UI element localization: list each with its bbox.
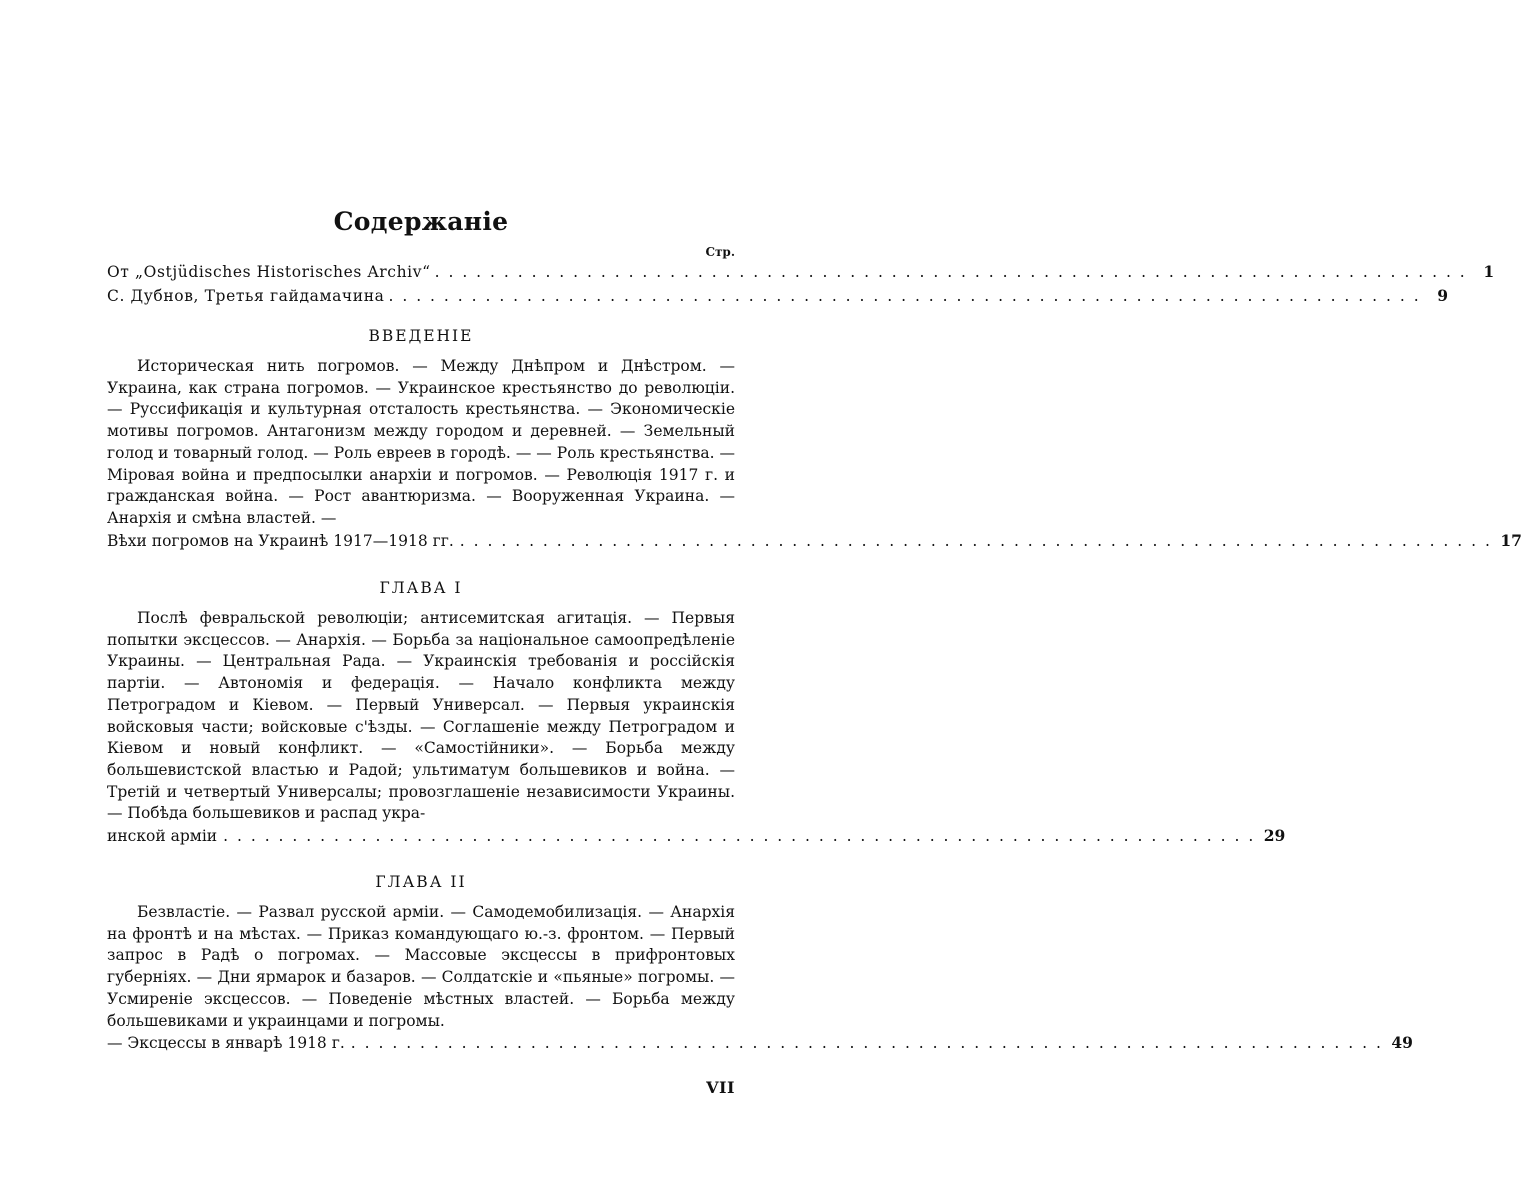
section-last-text: инской арміи xyxy=(107,827,218,846)
toc-entry-page: 9 xyxy=(1437,286,1449,305)
toc-entry-text: От „Ostjüdisches Historisches Archiv“ xyxy=(107,263,431,281)
section-page: 17 xyxy=(1500,530,1522,550)
section-summary-chapter-2 xyxy=(107,902,1413,1055)
dot-leader: . . . . . . . . . . . . . . . . . . . . . . . . . . . . . . . . . . . . . . . . . . . . . . . . . . . . . . . . . . . . . . . . . . . . . . . . . . . xyxy=(350,1034,1383,1053)
toc-page xyxy=(107,0,1522,1191)
section-summary-chapter-1 xyxy=(107,608,1286,848)
section-last-line xyxy=(107,530,1522,553)
section-last-text: Вѣхи погромов на Украинѣ 1917—1918 гг. xyxy=(107,531,454,550)
section-last-line xyxy=(107,825,1286,848)
page-title: Содержаніе xyxy=(333,207,509,236)
section-summary-introduction xyxy=(107,356,1522,552)
section-heading-chapter-2: ГЛАВА II xyxy=(375,873,467,891)
dot-leader: . . . . . . . . . . . . . . . . . . . . . . . . . . . . . . . . . . . . . . . . . . . . . . . . . . . . . . . . . . . . . . . . . . . . . . . . . . . xyxy=(434,263,1467,281)
toc-entry-page: 1 xyxy=(1483,262,1495,281)
toc-entry-archive xyxy=(107,262,1495,281)
section-page: 49 xyxy=(1391,1033,1413,1053)
section-summary-text: Безвластіе. — Развал русской арміи. — Самодемобилизація. — Анархія на фронтѣ и на мѣстах. — Приказ командующаго ю.-з. фронтом. — Первый запрос в Радѣ о погромах. — Массовые эксцессы в прифронтовых губерніях. — Дни ярмарок и базаров. — Солдатскіе и «пьяные» погромы. — Усмиреніе эксцессов. — Поведеніе мѣстных властей. — Борьба между большевиками и украинцами и погромы. xyxy=(107,903,735,1030)
section-last-line xyxy=(107,1032,1413,1055)
toc-entry-text: С. Дубнов, Третья гайдамачина xyxy=(107,287,385,305)
page-column-label: Стр. xyxy=(705,245,735,259)
section-heading-chapter-1: ГЛАВА I xyxy=(379,579,463,597)
section-heading-introduction: ВВЕДЕНІЕ xyxy=(368,327,474,345)
section-last-text: — Эксцессы в январѣ 1918 г. xyxy=(107,1034,345,1053)
dot-leader: . . . . . . . . . . . . . . . . . . . . . . . . . . . . . . . . . . . . . . . . . . . . . . . . . . . . . . . . . . . . . . . . . . . . . . . . . . . xyxy=(388,287,1421,305)
page-folio: VII xyxy=(706,1078,735,1097)
section-page: 29 xyxy=(1263,826,1286,846)
section-summary-text: Историческая нить погромов. — Между Днѣпром и Днѣстром. — Украина, как страна погромов. — Украинское крестьянство до революціи. — Руссификація и культурная отсталость крестьянства. — Экономическіе мотивы погромов. Антагонизм между городом и деревней. — Земельный голод и товарный голод. — Роль евреев в городѣ. — — Роль крестьянства. — Міровая война и предпосылки анархіи и погромов. — Революція 1917 г. и гражданская война. — Рост авантюризма. — Вооруженная Украина. — Анархія и смѣна властей. — xyxy=(107,357,735,527)
dot-leader: . . . . . . . . . . . . . . . . . . . . . . . . . . . . . . . . . . . . . . . . . . . . . . . . . . . . . . . . . . . . . . . . . . . . . . . . . . . xyxy=(223,827,1256,846)
toc-entry-dubnov xyxy=(107,286,1449,305)
dot-leader: . . . . . . . . . . . . . . . . . . . . . . . . . . . . . . . . . . . . . . . . . . . . . . . . . . . . . . . . . . . . . . . . . . . . . . . . . . . xyxy=(459,531,1492,550)
section-summary-text: Послѣ февральской революціи; антисемитская агитація. — Первыя попытки эксцессов. — Анархія. — Борьба за національное самоопредѣленіе Украины. — Центральная Рада. — Украинскія требованія и россійскія партіи. — Автономія и федерація. — Начало конфликта между Петроградом и Кіевом. — Первый Универсал. — Первыя украинскія войсковыя части; войсковые с'ѣзды. — Соглашеніе между Петроградом и Кіевом и новый конфликт. — «Самостійники». — Борьба между большевистской властью и Радой; ультиматум большевиков и война. — Третій и четвертый Универсалы; провозглашеніе независимости Украины. — Побѣда большевиков и распад укра- xyxy=(107,609,735,823)
